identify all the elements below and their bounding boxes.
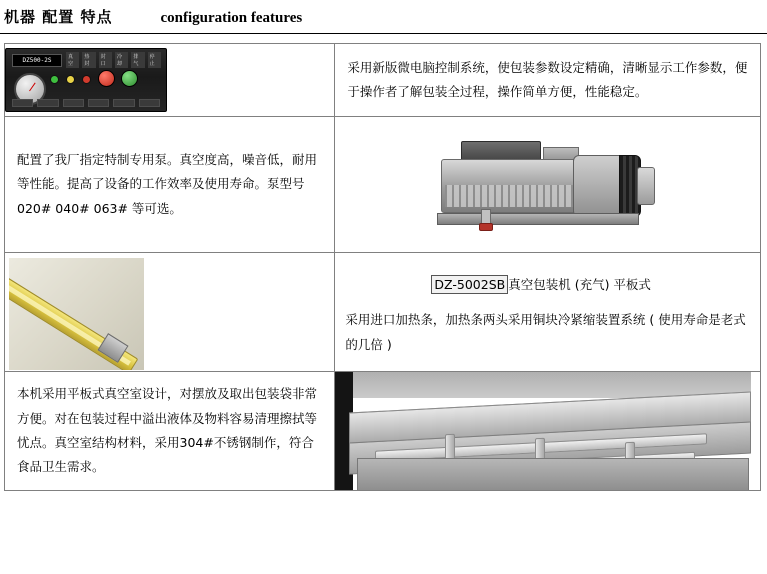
panel-buttons <box>98 70 138 87</box>
heating-bar-description: 采用进口加热条，加热条两头采用铜块冷紧缩装置系统 ( 使用寿命是老式的几倍 ) <box>345 311 746 352</box>
page-title-en: configuration features <box>160 10 303 26</box>
page-title-cn: 机器 配置 特点 <box>4 8 113 26</box>
configuration-features-table <box>4 43 761 491</box>
heating-bar-block <box>335 260 760 365</box>
panel-label: 热封 <box>82 52 95 68</box>
table-row <box>5 253 761 372</box>
panel-strip-segment <box>63 99 84 107</box>
table-row <box>5 44 761 117</box>
stop-button-icon <box>98 70 115 87</box>
vacuum-pump-photo <box>423 121 673 243</box>
panel-strip-segment <box>37 99 58 107</box>
page-header <box>0 0 767 31</box>
table-row <box>5 117 761 253</box>
vacuum-pump-description: 配置了我厂指定特制专用泵。真空度高，噪音低，耐用等性能。提高了设备的工作效率及使用寿命。泵型号 020# 040# 063# 等可选。 <box>17 151 318 216</box>
pump-cooling-fins <box>445 185 585 207</box>
panel-label-row <box>66 54 161 65</box>
panel-bottom-strip <box>12 99 160 107</box>
heating-bar-photo <box>9 258 144 370</box>
control-panel-cell <box>5 44 335 117</box>
panel-strip-segment <box>88 99 109 107</box>
pump-end-cap <box>637 167 655 205</box>
model-code: DZ-5002SB <box>431 275 508 294</box>
vacuum-pump-text-cell <box>5 117 335 253</box>
panel-label: 真空 <box>66 52 79 68</box>
panel-label: 封口 <box>99 52 112 68</box>
start-button-icon <box>121 70 138 87</box>
control-system-cell <box>335 44 761 117</box>
header-divider <box>0 33 767 34</box>
panel-display: DZ500-2S <box>12 54 62 67</box>
chamber-text-cell <box>5 372 335 491</box>
model-caption <box>431 272 651 297</box>
lamp-green-icon <box>50 75 59 84</box>
panel-label: 排气 <box>131 52 144 68</box>
control-system-description: 采用新版微电脑控制系统，使包装参数设定精确，清晰显示工作参数，便于操作者了解包装全过程，操作简单方便，性能稳定。 <box>347 59 748 99</box>
pump-drain-valve <box>479 223 493 231</box>
vacuum-chamber-photo <box>335 372 760 490</box>
pump-base-plate <box>437 213 639 225</box>
panel-strip-segment <box>113 99 134 107</box>
panel-label: 停止 <box>148 52 161 68</box>
chamber-description: 本机采用平板式真空室设计，对摆放及取出包装袋非常方便。对在包装过程中溢出液体及物料容易清理擦拭等忧点。真空室结构材料，采用304#不锈钢制作，符合食品卫生需求。 <box>17 386 318 475</box>
panel-label: 冷却 <box>115 52 128 68</box>
heating-bar-image-cell <box>5 253 335 372</box>
control-panel-photo <box>5 48 167 112</box>
panel-strip-segment <box>139 99 160 107</box>
lamp-red-icon <box>82 75 91 84</box>
heating-bar-text-cell <box>335 253 761 372</box>
table-row <box>5 372 761 491</box>
vacuum-pump-image-cell <box>335 117 761 253</box>
lamp-yellow-icon <box>66 75 75 84</box>
panel-strip-segment <box>12 99 33 107</box>
chamber-image-cell <box>335 372 761 491</box>
chamber-body <box>357 458 749 490</box>
model-type: 真空包装机 (充气) 平板式 <box>508 276 651 292</box>
